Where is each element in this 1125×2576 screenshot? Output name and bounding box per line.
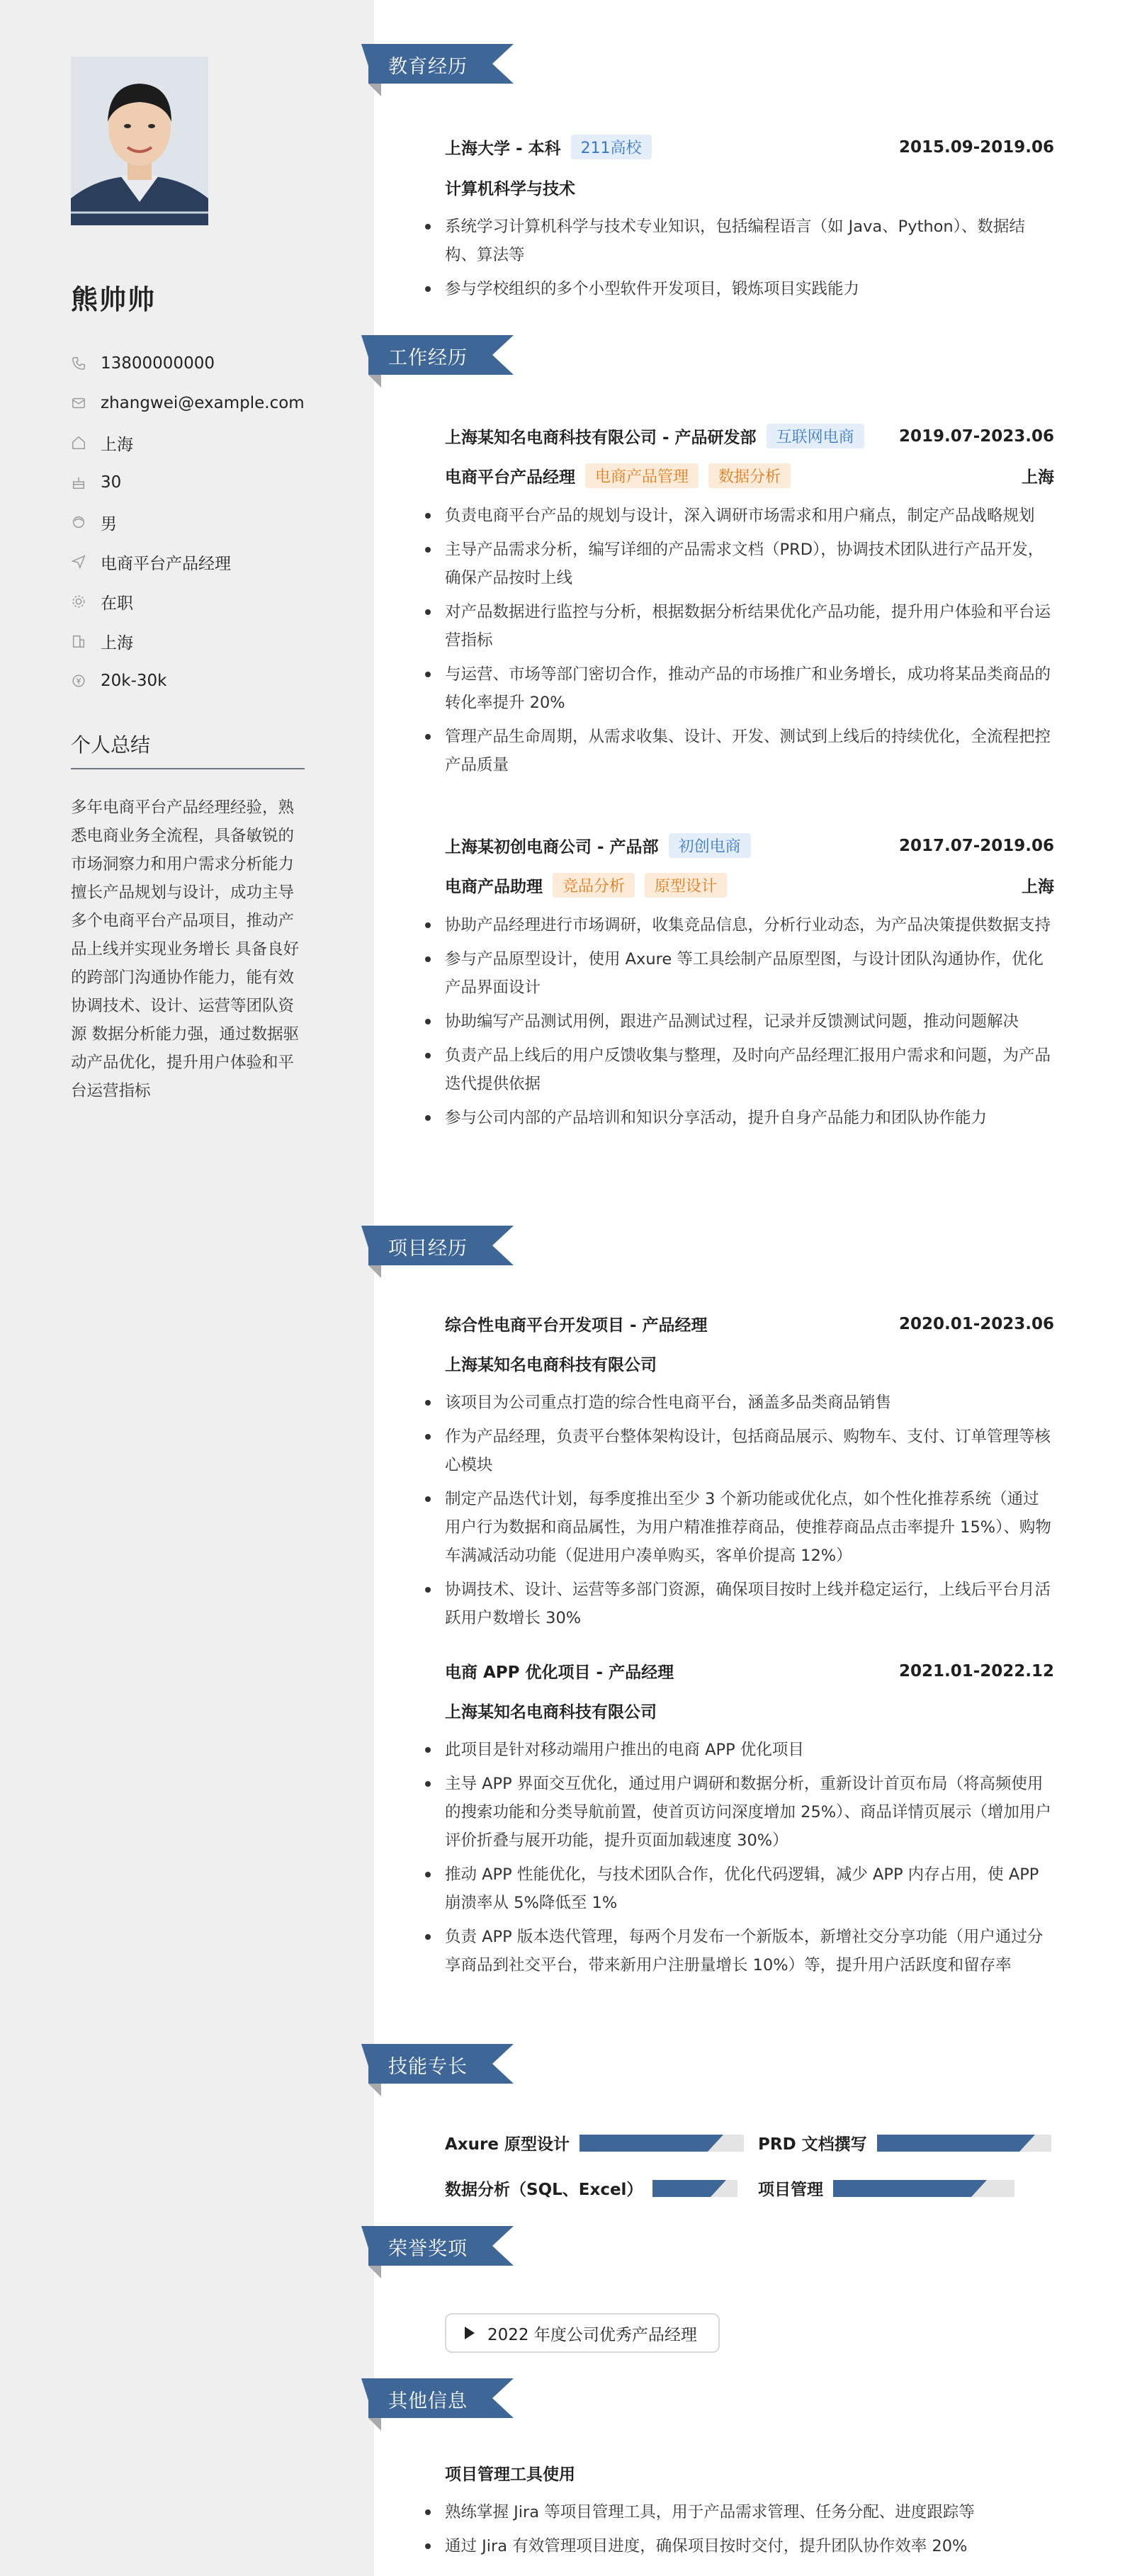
work-1-role: 电商平台产品经理	[445, 468, 575, 487]
summary-title: 个人总结	[71, 733, 151, 757]
phone-icon	[71, 356, 86, 371]
skill-level-bar	[833, 2180, 1014, 2197]
section-title-honors: 荣誉奖项	[388, 2238, 468, 2260]
person-name: 熊帅帅	[71, 284, 157, 315]
skill-name: 项目管理	[758, 2181, 823, 2199]
project-2-company: 上海某知名电商科技有限公司	[445, 1703, 657, 1722]
location-text: 上海	[101, 435, 133, 454]
info-location	[71, 423, 340, 463]
work-2-period: 2017.07-2019.06	[898, 836, 1054, 855]
other-bullets	[445, 2498, 1054, 2566]
cake-icon	[71, 475, 86, 490]
work-2-tag: 初创电商	[669, 833, 751, 858]
section-header-work	[361, 335, 514, 388]
list-item: 参与学校组织的多个小型软件开发项目，锻炼项目实践能力	[445, 275, 1054, 303]
skill-level-fill	[833, 2180, 971, 2197]
project-2-period: 2021.01-2022.12	[898, 1661, 1054, 1680]
list-item: 负责产品上线后的用户反馈收集与整理，及时向产品经理汇报用户需求和问题，为产品迭代提供依据	[445, 1041, 1054, 1098]
work-1-period: 2019.07-2023.06	[898, 426, 1054, 446]
project-1-period: 2020.01-2023.06	[898, 1314, 1054, 1333]
info-age	[71, 463, 340, 502]
work-2-role-tag-2: 原型设计	[645, 873, 727, 898]
skill-level-fill	[652, 2180, 711, 2197]
phone-text: 13800000000	[101, 354, 215, 373]
work-2-role-tag-1: 竞品分析	[553, 873, 635, 898]
building-icon	[71, 633, 86, 649]
section-title-work: 工作经历	[388, 347, 468, 369]
skill-level-bar	[877, 2135, 1051, 2152]
list-item: 主导产品需求分析，编写详细的产品需求文档（PRD），协调技术团队进行产品开发，确保产品按时上线	[445, 536, 1054, 592]
email-text: zhangwei@example.com	[101, 394, 305, 412]
work-2-header-row	[445, 833, 1054, 858]
skill-level-fill	[877, 2135, 1020, 2152]
coin-icon	[71, 673, 86, 689]
work-1-tag: 互联网电商	[767, 424, 864, 448]
honor-text: 2022 年度公司优秀产品经理	[487, 2325, 697, 2344]
skill-row-2	[758, 2131, 1051, 2154]
info-status	[71, 582, 340, 621]
list-item: 通过 Jira 有效管理项目进度，确保项目按时交付，提升团队协作效率 20%	[445, 2532, 1054, 2560]
work-1-city: 上海	[1022, 468, 1054, 487]
email-icon	[71, 395, 86, 411]
section-title-education: 教育经历	[388, 56, 468, 78]
info-gender	[71, 502, 340, 542]
education-bullets	[445, 213, 1054, 309]
section-header-honors	[361, 2226, 514, 2278]
list-item: 协助编写产品测试用例，跟进产品测试过程，记录并反馈测试问题，推动问题解决	[445, 1007, 1054, 1036]
skill-row-4	[758, 2176, 1014, 2200]
work-2-role: 电商产品助理	[445, 878, 543, 896]
project-2-header-row	[445, 1659, 1054, 1683]
work-1-role-tag-1: 电商产品管理	[585, 463, 699, 488]
info-email	[71, 383, 340, 423]
play-icon	[465, 2327, 475, 2339]
skill-level-fill	[580, 2135, 708, 2152]
list-item: 此项目是针对移动端用户推出的电商 APP 优化项目	[445, 1736, 1054, 1764]
education-major-row	[445, 176, 1054, 199]
project-2-bullets	[445, 1736, 1054, 1985]
list-item: 协调技术、设计、运营等多部门资源，确保项目按时上线并稳定运行，上线后平台月活跃用户数增长 30%	[445, 1576, 1054, 1632]
list-item: 该项目为公司重点打造的综合性电商平台，涵盖多品类商品销售	[445, 1389, 1054, 1417]
work-1-role-row	[445, 463, 1054, 488]
profile-photo	[71, 57, 208, 225]
list-item: 制定产品迭代计划，每季度推出至少 3 个新功能或优化点，如个性化推荐系统（通过用户行为数据和商品属性，为用户精准推荐商品，使推荐商品点击率提升 15%）、购物车满减活动功能（促进用户凑单购买，客单价提高 12%）	[445, 1485, 1054, 1570]
work-2-company: 上海某初创电商公司 - 产品部	[445, 838, 659, 857]
send-icon	[71, 554, 86, 570]
skill-row-1	[445, 2131, 744, 2154]
work-1-role-tag-2: 数据分析	[708, 463, 791, 488]
project-1-company-row	[445, 1352, 1054, 1375]
list-item: 管理产品生命周期，从需求收集、设计、开发、测试到上线后的持续优化，全流程把控产品质量	[445, 723, 1054, 779]
list-item: 对产品数据进行监控与分析，根据数据分析结果优化产品功能，提升用户体验和平台运营指标	[445, 598, 1054, 655]
education-major: 计算机科学与技术	[445, 180, 575, 198]
skill-level-bar	[652, 2180, 737, 2197]
skill-name: 数据分析（SQL、Excel）	[445, 2181, 643, 2199]
work-2-role-row	[445, 873, 1054, 898]
list-item: 系统学习计算机科学与技术专业知识，包括编程语言（如 Java、Python）、数据结构、算法等	[445, 213, 1054, 269]
home-icon	[71, 435, 86, 451]
skill-name: Axure 原型设计	[445, 2135, 570, 2154]
sidebar	[0, 0, 374, 2576]
list-item: 协助产品经理进行市场调研，收集竞品信息，分析行业动态，为产品决策提供数据支持	[445, 911, 1054, 939]
list-item: 熟练掌握 Jira 等项目管理工具，用于产品需求管理、任务分配、进度跟踪等	[445, 2498, 1054, 2526]
summary-text: 多年电商平台产品经理经验，熟悉电商业务全流程，具备敏锐的市场洞察力和用户需求分析能力 擅长产品规划与设计，成功主导多个电商平台产品项目，推动产品上线并实现业务增长 具备良好的跨部门沟通协作能力，能有效协调技术、设计、运营等团队资源 数据分析能力强，通过数据驱动产品优化，提升用户体验和平台运营指标	[71, 798, 300, 1100]
list-item: 推动 APP 性能优化，与技术团队合作，优化代码逻辑，减少 APP 内存占用，使 APP 崩溃率从 5%降低至 1%	[445, 1860, 1054, 1917]
age-text: 30	[101, 473, 122, 492]
gear-icon	[71, 594, 86, 609]
list-item: 负责 APP 版本迭代管理，每两个月发布一个新版本，新增社交分享功能（用户通过分享商品到社交平台，带来新用户注册量增长 10%）等，提升用户活跃度和留存率	[445, 1923, 1054, 1979]
skill-level-bar	[580, 2135, 744, 2152]
work-1-company: 上海某知名电商科技有限公司 - 产品研发部	[445, 429, 757, 447]
project-1-company: 上海某知名电商科技有限公司	[445, 1356, 657, 1374]
info-job-target	[71, 542, 340, 582]
work-1-header-row	[445, 424, 1054, 448]
section-title-projects: 项目经历	[388, 1238, 468, 1260]
project-2-company-row	[445, 1699, 1054, 1722]
project-2-title: 电商 APP 优化项目 - 产品经理	[445, 1663, 674, 1682]
list-item: 负责电商平台产品的规划与设计，深入调研市场需求和用户痛点，制定产品战略规划	[445, 502, 1054, 530]
work-1-bullets	[445, 502, 1054, 785]
status-text: 在职	[101, 594, 133, 613]
list-item: 参与公司内部的产品培训和知识分享活动，提升自身产品能力和团队协作能力	[445, 1104, 1054, 1132]
gender-icon	[71, 514, 86, 530]
skill-name: PRD 文档撰写	[758, 2135, 867, 2154]
info-work-city	[71, 621, 340, 661]
other-title-row	[445, 2461, 1054, 2485]
info-salary	[71, 661, 340, 701]
job-target-text: 电商平台产品经理	[101, 554, 231, 573]
section-header-skills	[361, 2044, 514, 2096]
work-2-city: 上海	[1022, 878, 1054, 896]
honor-item[interactable]	[445, 2313, 720, 2353]
section-header-other	[361, 2378, 514, 2431]
gender-text: 男	[101, 514, 117, 533]
list-item: 与运营、市场等部门密切合作，推动产品的市场推广和业务增长，成功将某品类商品的转化率提升 20%	[445, 660, 1054, 717]
skill-row-3	[445, 2176, 737, 2200]
section-title-other: 其他信息	[388, 2390, 468, 2412]
education-school: 上海大学 - 本科	[445, 140, 561, 158]
list-item: 主导 APP 界面交互优化，通过用户调研和数据分析，重新设计首页布局（将高频使用的搜索功能和分类导航前置，使首页访问深度增加 25%）、商品详情页展示（增加用户评价折叠与展开功能，提升页面加载速度 30%）	[445, 1770, 1054, 1855]
project-1-header-row	[445, 1312, 1054, 1335]
summary-divider	[71, 768, 305, 769]
section-header-education	[361, 44, 514, 96]
work-city-text: 上海	[101, 633, 133, 653]
education-header-row	[445, 135, 1054, 159]
project-1-title: 综合性电商平台开发项目 - 产品经理	[445, 1316, 708, 1335]
other-title: 项目管理工具使用	[445, 2465, 575, 2484]
section-title-skills: 技能专长	[388, 2056, 468, 2078]
list-item: 参与产品原型设计，使用 Axure 等工具绘制产品原型图，与设计团队沟通协作，优化产品界面设计	[445, 945, 1054, 1002]
education-tag: 211高校	[571, 135, 652, 159]
list-item: 作为产品经理，负责平台整体架构设计，包括商品展示、购物车、支付、订单管理等核心模块	[445, 1423, 1054, 1479]
info-phone	[71, 344, 340, 383]
salary-text: 20k-30k	[101, 672, 167, 690]
work-2-bullets	[445, 911, 1054, 1138]
contact-info-list	[71, 344, 340, 701]
education-period: 2015.09-2019.06	[898, 137, 1054, 157]
project-1-bullets	[445, 1389, 1054, 1638]
section-header-projects	[361, 1226, 514, 1278]
